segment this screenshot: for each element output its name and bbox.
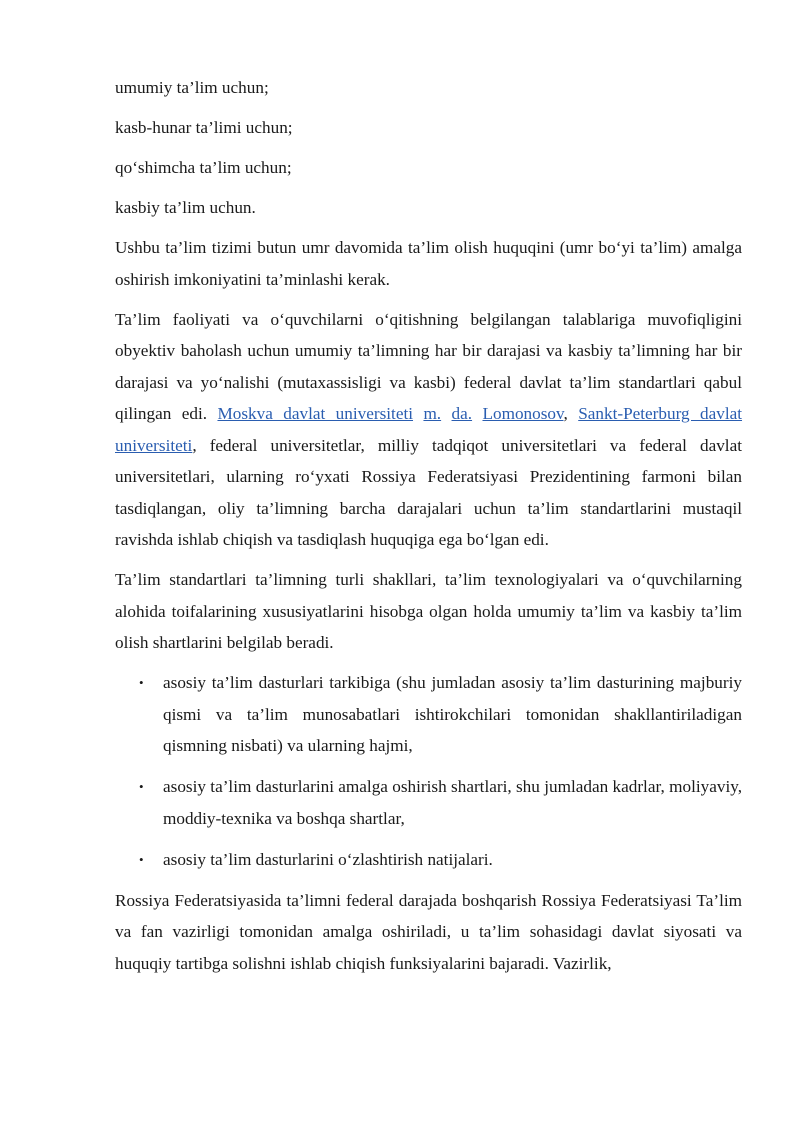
paragraph-standards: Ta’lim faoliyati va o‘quvchilarni o‘qitishning belgilangan talablariga muvofiqligini obyektiv baholash uchun umumiy ta’limning har bir darajasi va kasbiy ta’limning har bir darajasi va yo‘nalishi (mutaxassisligi va kasbi) federal davlat ta’lim standartlari qabul qilingan edi. Moskva davlat universiteti m. da. Lomonosov, Sankt-Peterburg davlat universiteti, federal universitetlar, milliy tadqiqot universitetlari va federal davlat universitetlari, ularning ro‘yxati Rossiya Federatsiyasi Prezidentining farmoni bilan tasdiqlangan, oliy ta’limning barcha darajalari uchun ta’lim standartlarini mustaqil ravishda ishlab chiqish va tasdiqlash huquqiga ega bo‘lgan edi. bbox=[115, 309, 743, 549]
link-spb-university[interactable]: Sankt-Peterburg davlat universiteti bbox=[115, 404, 743, 455]
link-da[interactable]: da. bbox=[451, 404, 473, 423]
list-item-text: asosiy ta’lim dasturlari tarkibiga (shu jumladan asosiy ta’lim dasturining majburiy qismi va ta’lim munosabatlari ishtirokchilari tomonidan shakllantiriladigan qismning nisbati) va ularning hajmi, bbox=[163, 673, 742, 755]
list-item-text: asosiy ta’lim dasturlarini amalga oshirish shartlari, shu jumladan kadrlar, moliyaviy, moddiy-texnika va boshqa shartlar, bbox=[163, 777, 742, 828]
bullet-icon: • bbox=[139, 851, 144, 867]
list-item bbox=[115, 771, 742, 834]
bullet-list bbox=[115, 667, 742, 875]
link-lomonosov[interactable]: Lomonosov bbox=[482, 404, 564, 423]
standards-text-continued: , federal universitetlar, milliy tadqiqot universitetlari va federal davlat universitetlari, ularning ro‘yxati Rossiya Federatsiyasi Prezidentining farmoni bilan tasdiqlangan, oliy ta’limning barcha darajalari uchun ta’lim standartlarini mustaqil ravishda ishlab chiqish va tasdiqlash huquqiga ega bo‘lgan edi. bbox=[115, 435, 742, 549]
list-line-vocational: kasb-hunar ta’limi uchun; bbox=[115, 118, 293, 137]
list-line-general: umumiy ta’lim uchun; bbox=[115, 78, 269, 97]
bullet-icon: • bbox=[139, 675, 144, 690]
link-m[interactable]: m. bbox=[423, 404, 442, 423]
list-item-text: asosiy ta’lim dasturlarini o‘zlashtirish natijalari. bbox=[163, 849, 493, 869]
standards-text: Ta’lim faoliyati va o‘quvchilarni o‘qitishning belgilangan talablariga muvofiqligini obyektiv baholash uchun umumiy ta’limning har bir darajasi va kasbiy ta’limning har bir darajasi va yo‘nalishi (mutaxassisligi va kasbi) federal davlat ta’lim standartlari qabul qilingan edi. bbox=[115, 309, 742, 423]
link-moscow-university[interactable]: Moskva davlat universiteti bbox=[217, 404, 414, 423]
bullet-icon: • bbox=[139, 779, 144, 794]
paragraph-standards-conditions: Ta’lim standartlari ta’limning turli shakllari, ta’lim texnologiyalari va o‘quvchilarning alohida toifalarining xususiyatlarini hisobga olgan holda umumiy ta’lim va kasbiy ta’lim olish shartlarini belgilab beradi. bbox=[115, 570, 742, 652]
paragraph-federal-management: Rossiya Federatsiyasida ta’limni federal darajada boshqarish Rossiya Federatsiyasi Ta’lim va fan vazirligi tomonidan amalga oshiriladi, u ta’lim sohasidagi davlat siyosati va huquqiy tartibga solishni ishlab chiqish funksiyalarini bajaradi. Vazirlik, bbox=[115, 890, 742, 973]
paragraph-lifelong-learning: Ushbu ta’lim tizimi butun umr davomida ta’lim olish huquqini (umr bo‘yi ta’lim) amalga oshirish imkoniyatini ta’minlashi kerak. bbox=[115, 238, 742, 289]
list-item bbox=[115, 844, 742, 876]
list-line-additional: qo‘shimcha ta’lim uchun; bbox=[115, 158, 292, 177]
list-line-professional: kasbiy ta’lim uchun. bbox=[115, 198, 256, 217]
list-item bbox=[115, 667, 742, 762]
document-page bbox=[115, 72, 742, 988]
